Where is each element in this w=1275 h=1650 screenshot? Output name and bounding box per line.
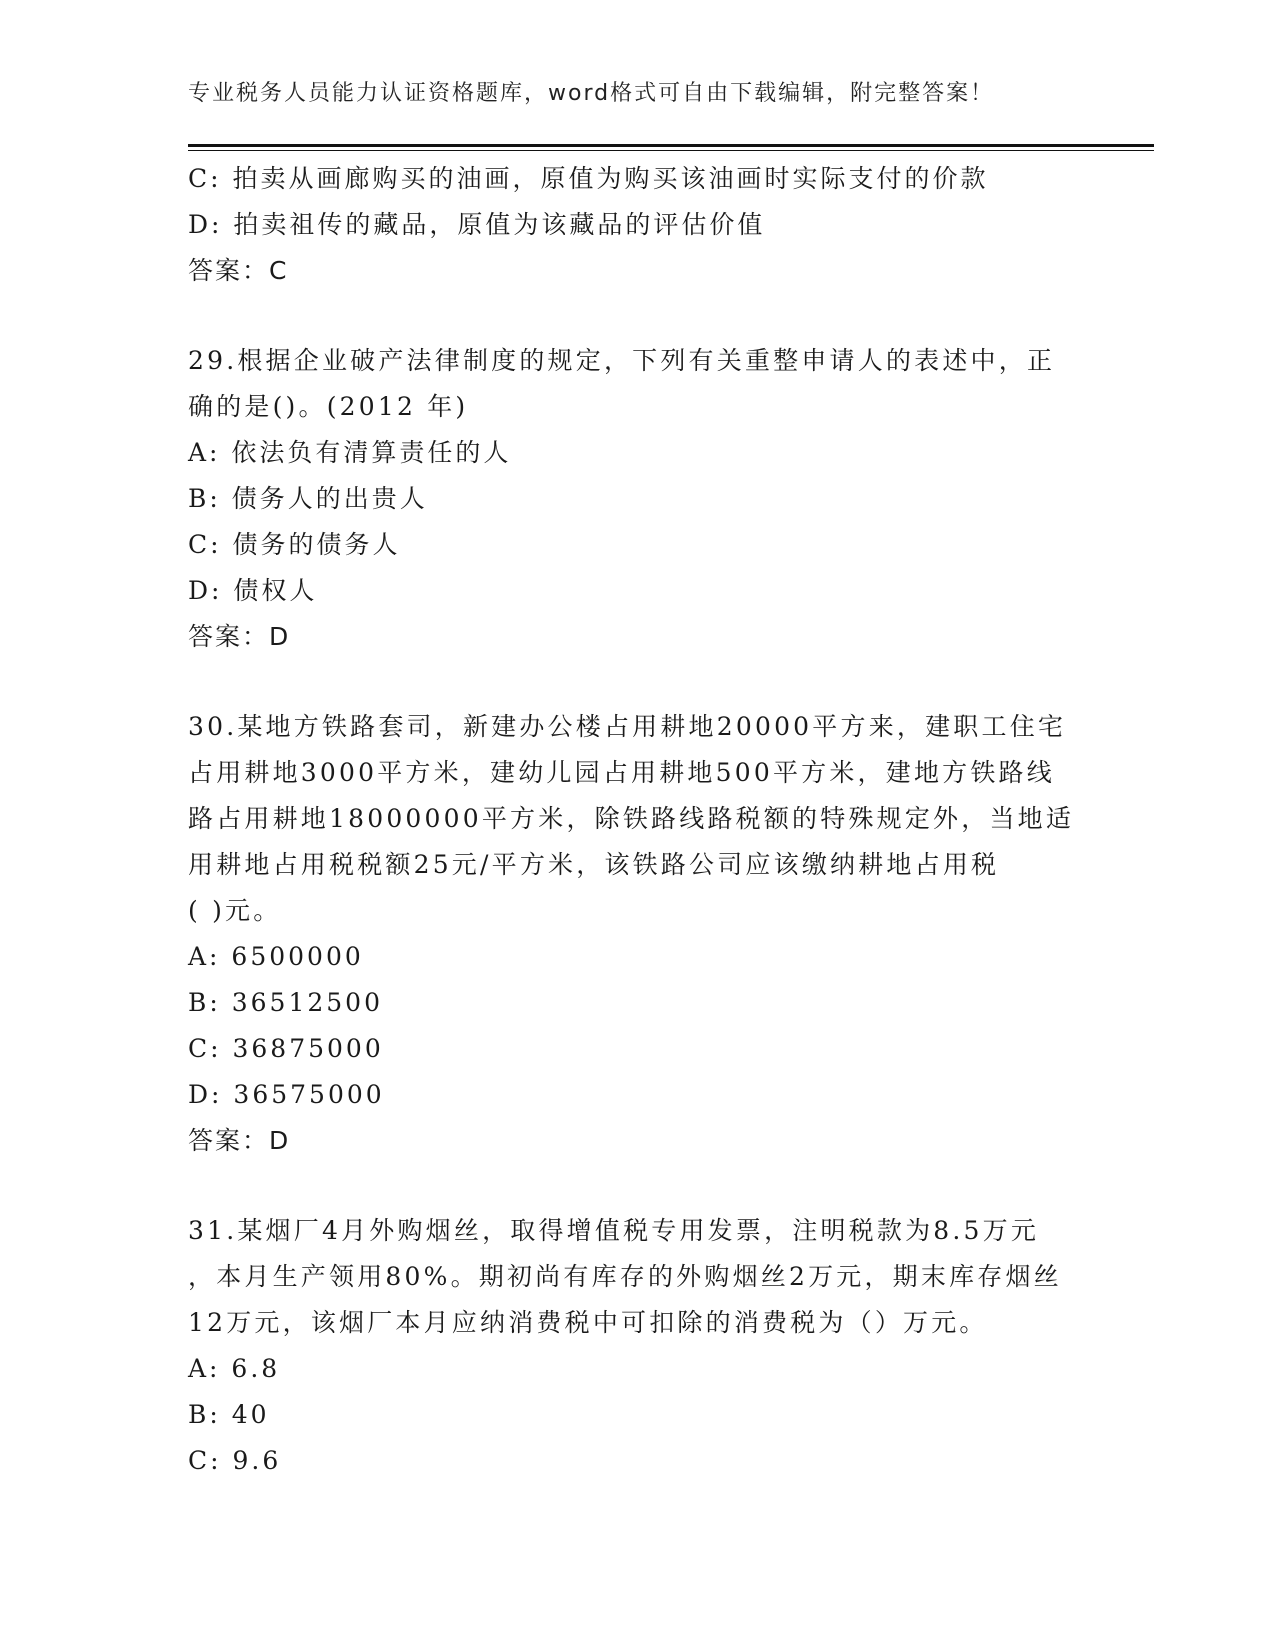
answer-label: 答案：C — [188, 256, 289, 285]
stem-line: 31.某烟厂4月外购烟丝，取得增值税专用发票，注明税款为8.5万元 — [188, 1216, 1040, 1245]
question-content — [188, 156, 1088, 1484]
stem-line: 确的是()。(2012 年) — [188, 392, 469, 421]
question-31 — [188, 1208, 1088, 1484]
option-a: A: 依法负有清算责任的人 — [188, 438, 512, 467]
stem-line: 用耕地占用税税额25元/平方米，该铁路公司应该缴纳耕地占用税 — [188, 850, 1000, 879]
stem-line: 29.根据企业破产法律制度的规定，下列有关重整申请人的表述中，正 — [188, 346, 1056, 375]
option-c: C: 债务的债务人 — [188, 530, 401, 559]
option-d: D: 债权人 — [188, 576, 318, 605]
option-b: B: 40 — [188, 1400, 270, 1429]
option-b: B: 36512500 — [188, 988, 383, 1017]
stem-line: ，本月生产领用80%。期初尚有库存的外购烟丝2万元，期末库存烟丝 — [188, 1262, 1062, 1291]
page-header: 专业税务人员能力认证资格题库，word格式可自由下载编辑，附完整答案！ — [188, 81, 995, 106]
stem-line: 12万元，该烟厂本月应纳消费税中可扣除的消费税为（）万元。 — [188, 1308, 988, 1337]
header-rule-thick — [188, 144, 1154, 147]
question-stem — [188, 704, 1088, 934]
header-rule-thin — [188, 150, 1154, 151]
question-30 — [188, 704, 1088, 1164]
stem-line: 占用耕地3000平方米，建幼儿园占用耕地500平方米，建地方铁路线 — [188, 758, 1055, 787]
stem-line: 30.某地方铁路套司，新建办公楼占用耕地20000平方来，建职工住宅 — [188, 712, 1067, 741]
answer-label: 答案：D — [188, 1126, 291, 1155]
stem-line: 路占用耕地18000000平方米，除铁路线路税额的特殊规定外，当地适 — [188, 804, 1075, 833]
option-a: A: 6.8 — [188, 1354, 281, 1383]
option-b: B: 债务人的出贵人 — [188, 484, 428, 513]
answer-label: 答案：D — [188, 622, 291, 651]
option-c: C: 36875000 — [188, 1034, 384, 1063]
option-d: D: 36575000 — [188, 1080, 385, 1109]
stem-line: ( )元。 — [188, 896, 282, 925]
option-c: C: 9.6 — [188, 1446, 282, 1475]
option-d: D: 拍卖祖传的藏品，原值为该藏品的评估价值 — [188, 210, 766, 239]
question-stem — [188, 338, 1088, 430]
prev-question — [188, 156, 1088, 294]
question-stem — [188, 1208, 1088, 1346]
option-c: C: 拍卖从画廊购买的油画，原值为购买该油画时实际支付的价款 — [188, 164, 989, 193]
option-a: A: 6500000 — [188, 942, 364, 971]
question-29 — [188, 338, 1088, 660]
